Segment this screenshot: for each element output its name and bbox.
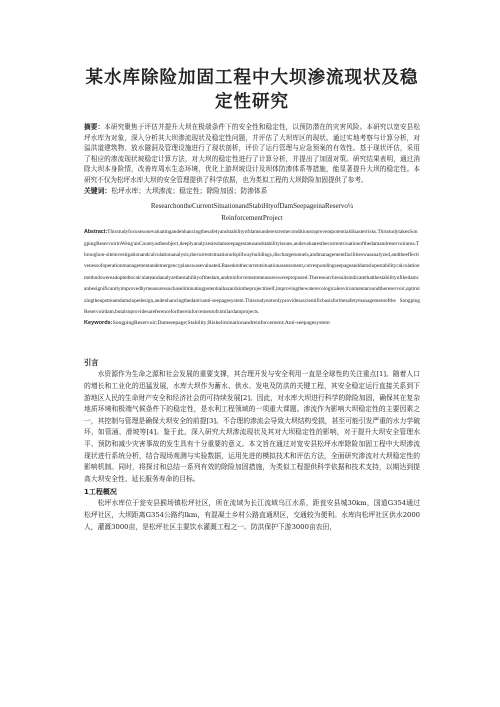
abstract-en-text: Thisstudyfocusesonevaluatingandenhancingthesafetyandstabilityofdamsunderextremeconditionstopreventpotentialdisasterrisks.ThisstudytakesSongpingReservoirinWeng'anCountyastheobject,deeplyanalyzesitsdamseepagestatusandstabilityissues,andevaluatesthecurrents\uationofthedamandreservoirarea.Throughon-siteinvestigationandcalculationanalysis,thecurrentsituationofspillwaybuildings,dischargetunnels,andmanagementfacilitieswasanalyzed,andtheeffectivenessofoperationmanagementandemergencyplanswasevaluated.Basedonthecurrentsituationassessment,correspondingseepageanddamslopestabilitycalculationmethodswereadoptedtocalculateandanalyzethestabilityofthedam,andreinforcementmeasureswereproposed.Theresearchresultsindicatethatthestabilityofthedamcanbesignificantlyimprovedbymeasuressuchaseliminatingpotentialhazardsintheprojectitself,improvingthewaterecologicalenvironmentaroundthereservoir,optimizingtheupstreamdamslopedesign,andenhancingthedam'santi-seepagesystem.Thisstudynotonlyprovidesascientificbasisforthesafetymanagementofthe SongpingReservoirdam,butalsoprovidesareferenceforthereinforcementofsimilardamprojects.	[84, 229, 420, 315]
english-title-line2: ReinforcementProject	[221, 214, 283, 223]
section-overview-heading: 1工程概况	[84, 488, 117, 497]
section-introduction-heading: 引言	[84, 358, 99, 368]
paper-title: 某水库除险加固工程中大坝渗流现状及稳定性研究	[85, 68, 419, 112]
abstract-cn-text: 本研究聚焦于评估并提升大坝在极端条件下的安全性和稳定性，以预防潜在的灾害风险。本研究以宽安县松坪水库为对象，深入分析其大坝渗流现状及稳定性问题，并评估了大坝库区的现状。通过实地考察与计算分析，对溢洪道建筑物、放水隧洞及管理设施进行了现状剖析，评价了运行管理与应急预案的有效性。基于现状评估，采用了相应的渗流现状坡稳定计算方法，对大坝的稳定性进行了计算分析，并提出了加固对策。研究结果表明，通过消除大坝本身险情，改善库周水生态环境，优化上游坝坡设计及坝体防渗体系等措施，能显著提升大坝的稳定性。本研究不仅为松坪水库大坝的安全管理提供了科学依据，也为类似工程的大坝除险加固提供了参考。	[84, 123, 421, 184]
document-page	[0, 66, 500, 707]
keywords-cn	[84, 186, 420, 197]
keywords-en-label: Keywords:	[84, 320, 113, 327]
english-title	[84, 200, 420, 224]
abstract-cn	[84, 122, 420, 186]
keywords-cn-text: 松坪水库；大坝渗流；稳定性；除险加固；防渗体系	[111, 186, 268, 195]
keywords-cn-label: 关键词：	[84, 186, 112, 195]
abstract-en-label: Abstract:	[84, 229, 108, 236]
keywords-en-text: SongpingReservoir;Damseepage;Stability;Riskeliminationandreinforcement;Anti-seepagesystem	[112, 320, 330, 327]
abstract-cn-label: 摘要：	[84, 123, 105, 131]
section-overview-text: 松坪水库位于瓮安县猴场镇松坪社区，所在流域为长江流域乌江水系，距瓮安县城30km，国道G354通过松坪社区，大坝距离G354公路约lkm，有混凝土乡村公路直通坝区，交通较为便利。水库向松坪社区供水2000人，灌溉3000亩，是松坪社区主要饮水灌溉工程之一。防洪保护下游3000亩农田，	[84, 499, 420, 531]
section-introduction-text: 水资源作为生命之源和社会发展的重要支撑，其合理开发与安全利用一直是全球性的关注重点[1]。随着人口的增长和工业化的迅猛发展，水库大坝作为蓄水、供水、发电及防洪的关键工程，其安全稳定运行直接关系到下游地区人民的生命财产安全和经济社会的可持续发展[2]。因此，对水库大坝进行科学的除险加固，确保其在复杂地质环境和极端气候条件下的稳定性，是水利工程领域的一项重大课题。渗流作为影响大坝稳定性的主要因素之一，其控制与管理是确保大坝安全的前提[3]。不合理的渗流会导致大坝结构受损，甚至可能引发严重的水力学破坏，如管涌、滑坡等[4]。鉴于此，深入研究大坝渗流现状及其对大坝稳定性的影响，对于提升大坝安全管理水平、预防和减少灾害事故的发生具有十分重要的意义。本文旨在通过对宽安县松坪水库除险加固工程中大坝渗流现状进行系统分析，结合现场观测与实验数据，运用先进的模拟技术和评估方法，全面研究渗流对大坝稳定性的影响机制。同时，将探讨和总结一系列有效的除险加固措施，为类似工程提供科学依据和技术支持，以期达到提高大坝安全性、延长服务寿命的目标。	[84, 370, 420, 483]
keywords-en	[84, 318, 420, 329]
abstract-en	[84, 227, 420, 318]
english-title-line1: ResearchontheCurrentSituationandStabiHtyofDamSeepageinaReservo¼	[150, 202, 354, 211]
